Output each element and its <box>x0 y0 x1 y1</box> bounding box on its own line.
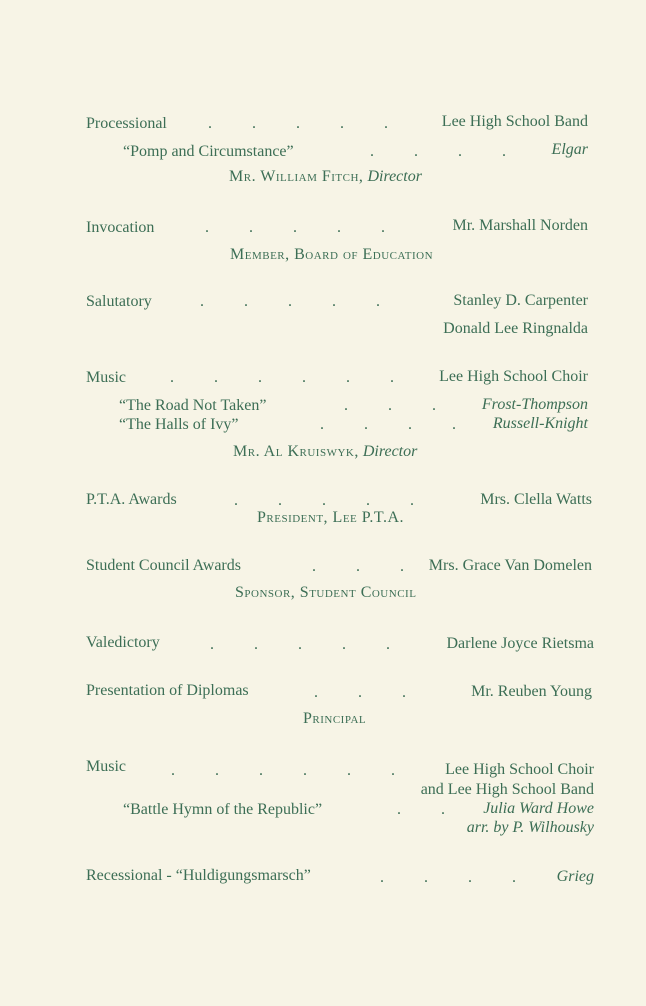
leader-dots: . . . . . <box>200 293 380 310</box>
item-label: Presentation of Diplomas <box>86 682 249 699</box>
director-name: Mr. Al Kruiswyk, <box>233 443 359 460</box>
item-label: Student Council Awards <box>86 557 241 574</box>
item-performer: Mrs. Clella Watts <box>480 491 592 508</box>
leader-dots: . . . . <box>320 416 456 433</box>
item-performer: Lee High School Band <box>441 113 588 130</box>
piece-title: “Battle Hymn of the Republic” <box>123 801 323 818</box>
item-performer-2: Donald Lee Ringnalda <box>443 320 588 337</box>
leader-dots: . . . . . <box>205 219 385 236</box>
composer: Elgar <box>551 141 588 158</box>
composer-2: Russell-Knight <box>492 415 588 432</box>
item-performer: Darlene Joyce Rietsma <box>446 635 594 652</box>
item-performer: Mr. Marshall Norden <box>452 217 588 234</box>
item-label: Invocation <box>86 219 155 236</box>
leader-dots: . . . . . . <box>171 762 395 779</box>
leader-dots: . . . . . . <box>170 369 394 386</box>
item-performer-2: and Lee High School Band <box>420 781 594 798</box>
item-label: P.T.A. Awards <box>86 491 177 508</box>
piece-title-2: “The Halls of Ivy” <box>119 416 239 433</box>
item-label: Recessional - “Huldigungsmarsch” <box>86 867 311 884</box>
leader-dots: . . . . <box>370 143 506 160</box>
arranger: arr. by P. Wilhousky <box>466 819 594 836</box>
item-subtitle: Member, Board of Education <box>230 246 434 263</box>
piece-title: “Pomp and Circumstance” <box>123 143 294 160</box>
composer-1: Frost-Thompson <box>481 396 588 413</box>
item-label: Music <box>86 758 126 775</box>
director-line <box>229 168 422 186</box>
leader-dots: . . . <box>314 684 406 701</box>
director-role: Director <box>367 168 422 185</box>
leader-dots: . . . . . <box>210 636 390 653</box>
leader-dots: . . . <box>344 397 436 414</box>
leader-dots: . . <box>397 801 445 818</box>
leader-dots: . . . . . <box>208 115 388 132</box>
item-performer: Mr. Reuben Young <box>471 683 592 700</box>
item-label: Music <box>86 369 126 386</box>
item-performer-1: Stanley D. Carpenter <box>453 292 588 309</box>
director-name: Mr. William Fitch, <box>229 168 364 185</box>
item-label: Valedictory <box>86 634 160 651</box>
leader-dots: . . . <box>312 558 404 575</box>
item-performer: Lee High School Choir <box>439 368 588 385</box>
item-label: Salutatory <box>86 293 152 310</box>
item-performer-1: Lee High School Choir <box>445 761 594 778</box>
item-performer: Mrs. Grace Van Domelen <box>428 557 592 574</box>
director-line <box>233 443 417 461</box>
composer: Grieg <box>556 868 594 885</box>
composer: Julia Ward Howe <box>483 800 594 817</box>
leader-dots: . . . . . <box>234 492 414 509</box>
leader-dots: . . . . <box>380 869 516 886</box>
item-subtitle: Principal <box>303 710 367 727</box>
item-subtitle: President, Lee P.T.A. <box>257 509 405 526</box>
piece-title-1: “The Road Not Taken” <box>119 397 267 414</box>
item-subtitle: Sponsor, Student Council <box>235 584 417 601</box>
item-label: Processional <box>86 115 167 132</box>
director-role: Director <box>362 443 418 460</box>
